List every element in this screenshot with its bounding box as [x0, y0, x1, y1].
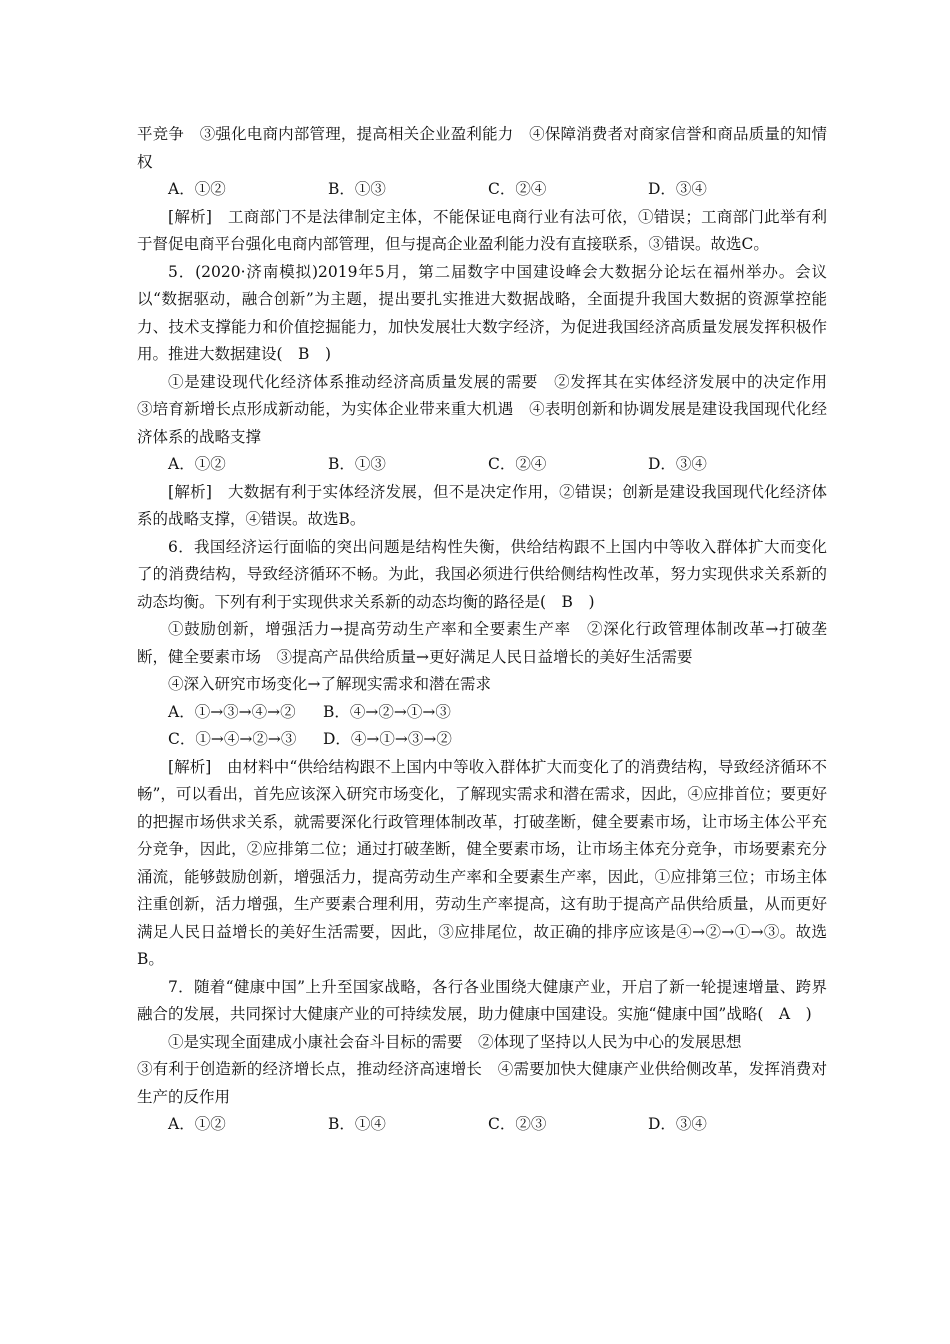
q4-analysis: [解析] 工商部门不是法律制定主体，不能保证电商行业有法可依，①错误；工商部门此举有利于督促电商平台强化电商内部管理，但与提高企业盈利能力没有直接联系，③错误。故选C。	[137, 207, 827, 253]
q6-options-row-2	[137, 726, 827, 754]
q7-options	[137, 1111, 827, 1139]
q7-option-c: C．②③	[488, 1115, 547, 1133]
q6-option-c: C．①→④→②→③	[168, 730, 297, 748]
q6-stem: 6．我国经济运行面临的突出问题是结构性失衡，供给结构跟不上国内中等收入群体扩大而变化了的消费结构，导致经济循环不畅。为此，我国必须进行供给侧结构性改革，努力实现供求关系新的动态均衡。下列有利于实现供求关系新的动态均衡的路径是( B )	[137, 537, 827, 611]
q7-option-d: D．③④	[648, 1115, 707, 1133]
q4-option-a: A．①②	[168, 180, 226, 198]
q7-option-b: B．①④	[328, 1115, 386, 1133]
q4-items-continuation: 平竞争 ③强化电商内部管理，提高相关企业盈利能力 ④保障消费者对商家信誉和商品质量的知情权	[137, 125, 827, 171]
q5-options	[137, 451, 827, 479]
q6-option-d: D．④→①→③→②	[323, 730, 452, 748]
q5-stem: 5．(2020·济南模拟)2019年5月，第二届数字中国建设峰会大数据分论坛在福州举办。会议以“数据驱动，融合创新”为主题，提出要扎实推进大数据战略，全面提升我国大数据的资源掌控能力、技术支撑能力和价值挖掘能力，加快发展壮大数字经济，为促进我国经济高质量发展发挥积极作用。推进大数据建设( B )	[137, 262, 827, 363]
q6-analysis: [解析] 由材料中“供给结构跟不上国内中等收入群体扩大而变化了的消费结构，导致经济循环不畅”，可以看出，首先应该深入研究市场变化，了解现实需求和潜在需求，因此，④应排首位；要更好的把握市场供求关系，就需要深化行政管理体制改革，打破垄断，健全要素市场，让市场主体公平充分竞争，因此，②应排第二位；通过打破垄断，健全要素市场，让市场主体充分竞争，市场要素充分涌流，能够鼓励创新，增强活力，提高劳动生产率和全要素生产率，因此，①应排第三位；市场主体注重创新，活力增强，生产要素合理利用，劳动生产率提高，这有助于提高产品供给质量，从而更好满足人民日益增长的美好生活需要，因此，③应排尾位，故正确的排序应该是④→②→①→③。故选B。	[137, 757, 827, 968]
q4-option-c: C．②④	[488, 180, 547, 198]
q4-options	[137, 176, 827, 204]
q5-option-b: B．①③	[328, 455, 386, 473]
q6-options-row-1	[137, 699, 827, 727]
q5-statements: ①是建设现代化经济体系推动经济高质量发展的需要 ②发挥其在实体经济发展中的决定作用 ③培育新增长点形成新动能，为实体企业带来重大机遇 ④表明创新和协调发展是建设我国现代化经济体系的战略支撑	[137, 372, 843, 446]
q7-stem: 7．随着“健康中国”上升至国家战略，各行各业围绕大健康产业，开启了新一轮提速增量、跨界融合的发展，共同探讨大健康产业的可持续发展，助力健康中国建设。实施“健康中国”战略( A )	[137, 977, 827, 1023]
q5-option-d: D．③④	[648, 455, 707, 473]
q5-analysis: [解析] 大数据有利于实体经济发展，但不是决定作用，②错误；创新是建设我国现代化经济体系的战略支撑，④错误。故选B。	[137, 482, 827, 528]
q4-option-d: D．③④	[648, 180, 707, 198]
q6-statements-2: ④深入研究市场变化→了解现实需求和潜在需求	[168, 675, 491, 693]
q6-option-a: A．①→③→④→②	[168, 702, 296, 721]
q6-statements-1: ①鼓励创新，增强活力→提高劳动生产率和全要素生产率 ②深化行政管理体制改革→打破垄断，健全要素市场 ③提高产品供给质量→更好满足人民日益增长的美好生活需要	[137, 620, 827, 666]
q5-option-c: C．②④	[488, 455, 547, 473]
q7-statements-2: ③有利于创造新的经济增长点，推动经济高速增长 ④需要加快大健康产业供给侧改革，发挥消费对生产的反作用	[137, 1060, 827, 1106]
q6-option-b: B．④→②→①→③	[323, 702, 451, 721]
q7-statements-1: ①是实现全面建成小康社会奋斗目标的需要 ②体现了坚持以人民为中心的发展思想	[168, 1032, 742, 1051]
q4-option-b: B．①③	[328, 180, 386, 198]
document-page	[137, 121, 843, 1139]
q5-option-a: A．①②	[168, 455, 226, 473]
q7-option-a: A．①②	[168, 1115, 226, 1133]
